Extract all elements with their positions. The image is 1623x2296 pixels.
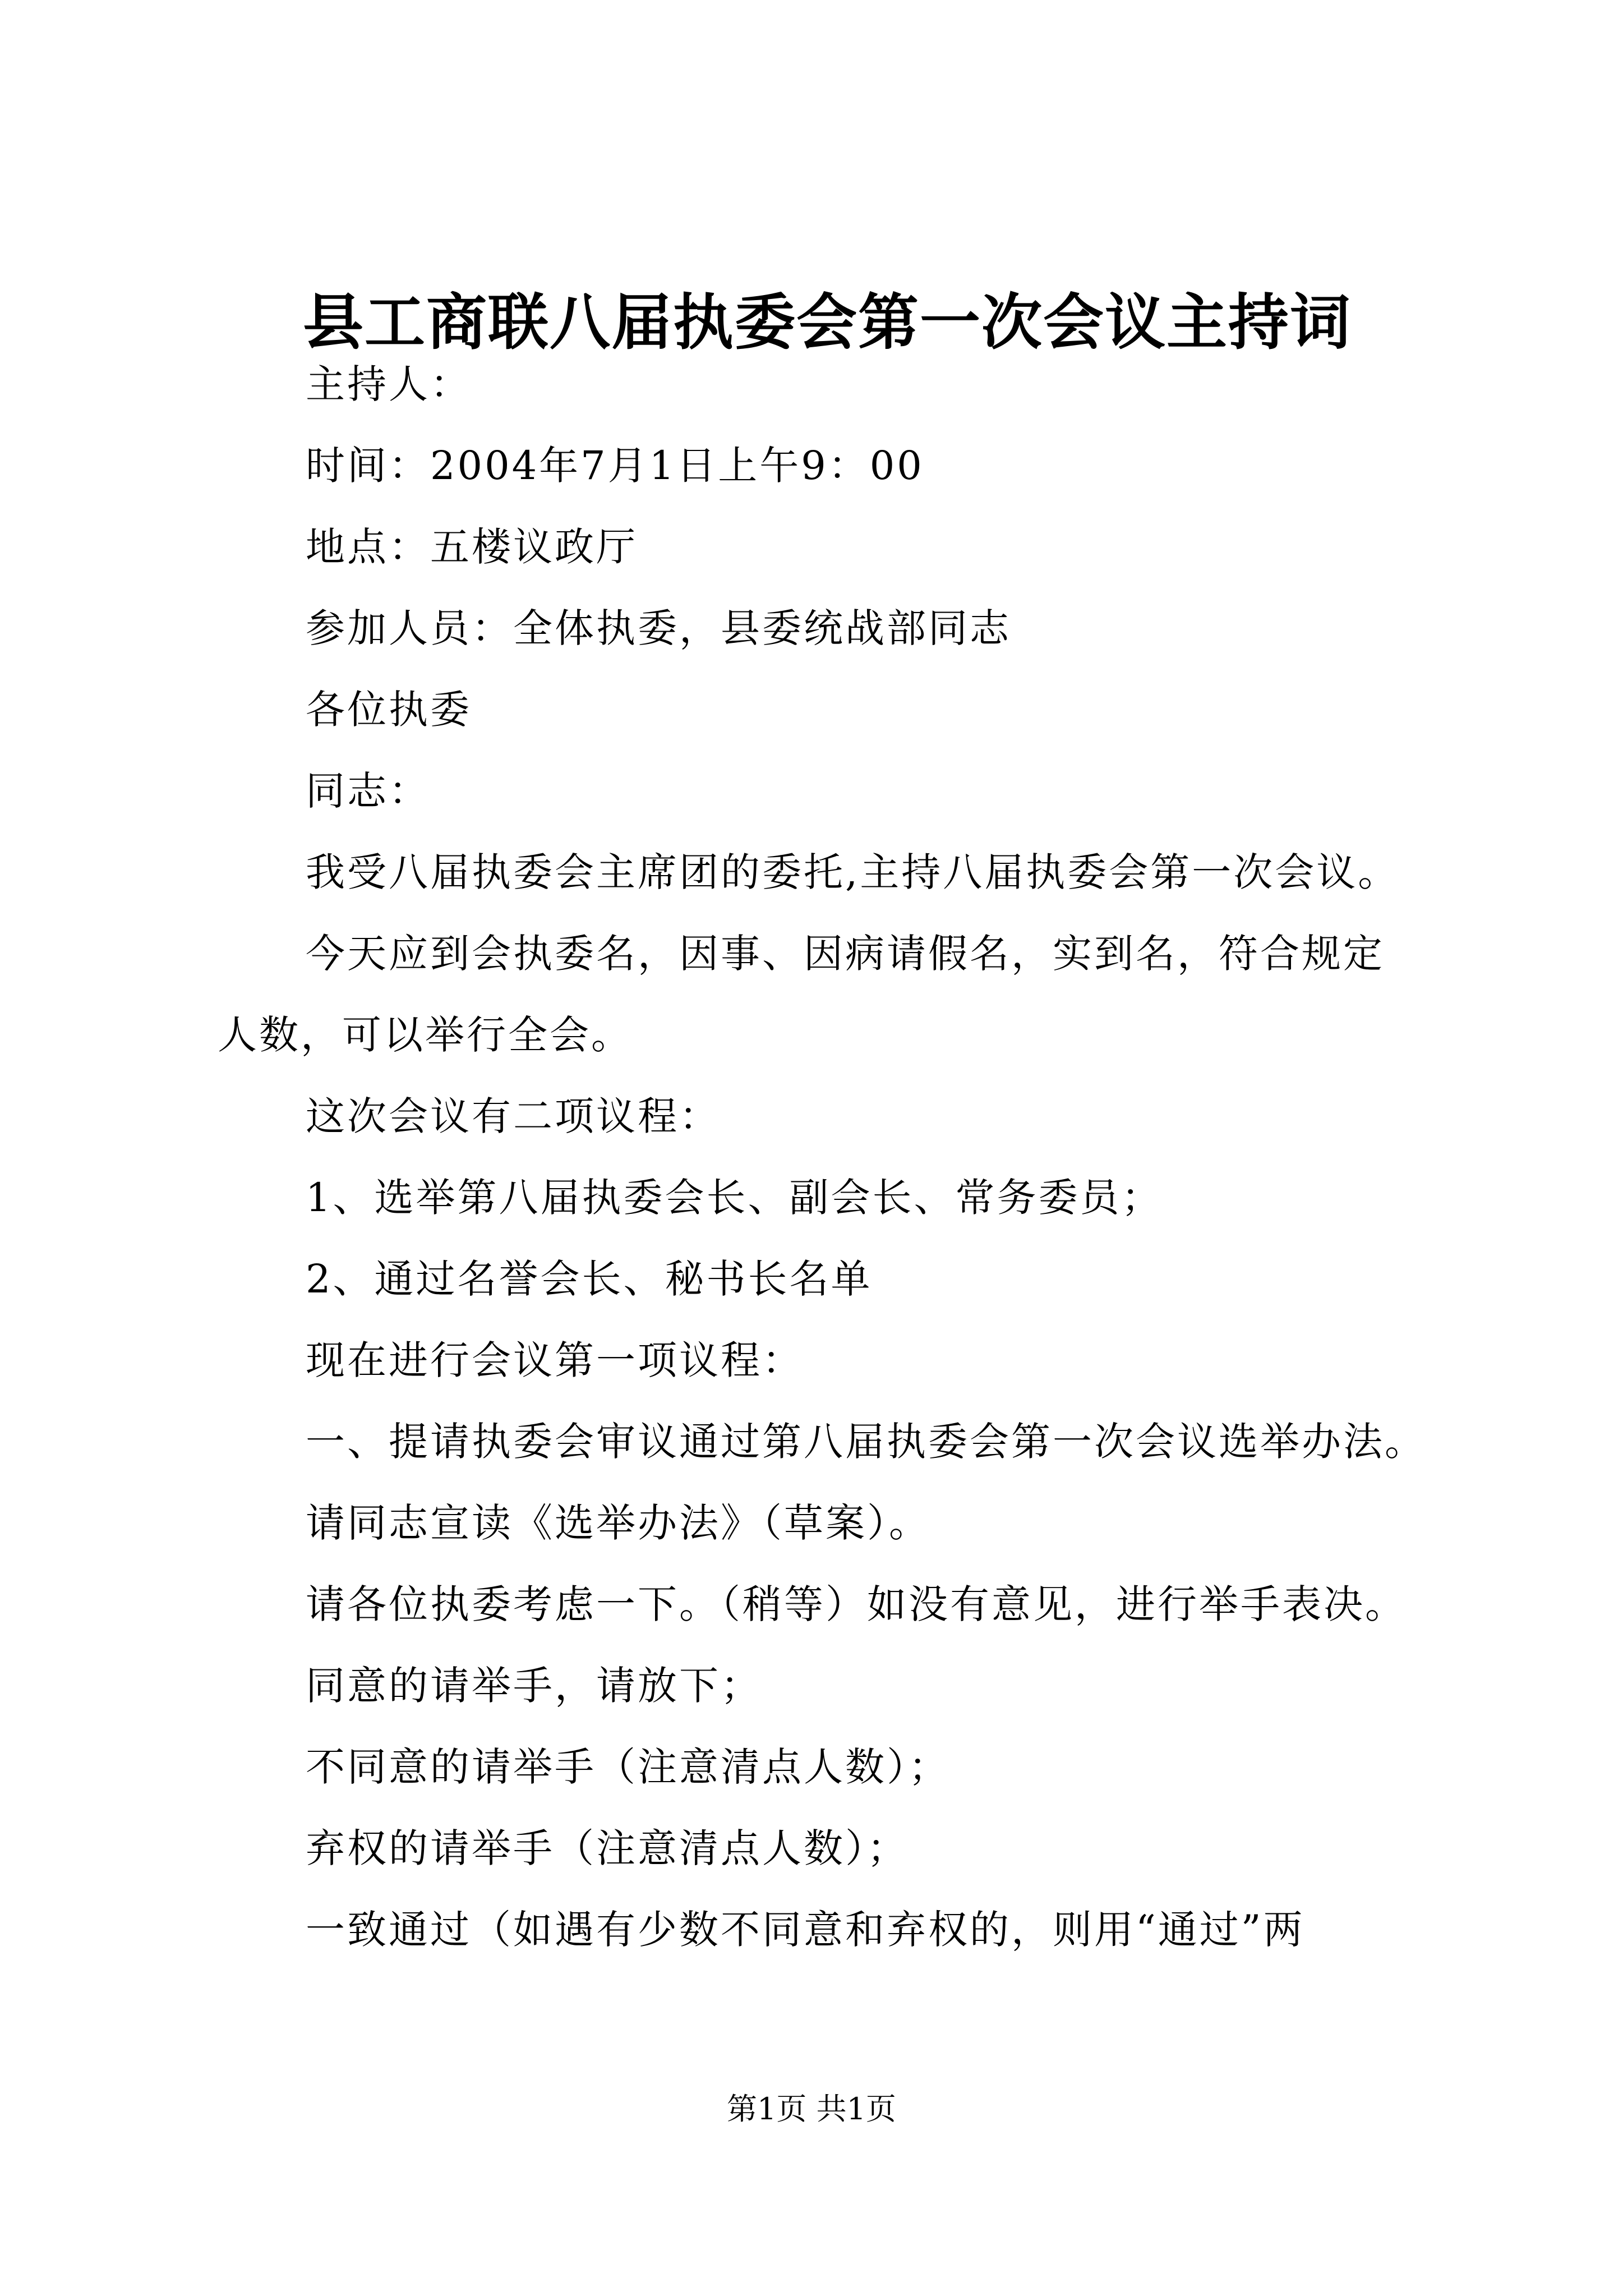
- page-footer: 第1页 共1页: [727, 2091, 896, 2127]
- paragraph-time: 时间：2004年7月1日上午9：00: [306, 443, 924, 489]
- paragraph-body: 一致通过（如遇有少数不同意和弃权的，则用“通过”两: [306, 1907, 1305, 1953]
- paragraph-body: 一、提请执委会审议通过第八届执委会第一次会议选举办法。: [306, 1419, 1426, 1465]
- paragraph-attendees: 参加人员：全体执委，县委统战部同志: [306, 605, 1011, 651]
- paragraph-body: 人数，可以举行全会。: [218, 1012, 633, 1058]
- paragraph-body: 现在进行会议第一项议程：: [306, 1337, 804, 1383]
- agenda-item: 2、通过名誉会长、秘书长名单: [306, 1256, 873, 1302]
- paragraph-host: 主持人：: [306, 361, 472, 407]
- paragraph-salutation: 各位执委: [306, 687, 472, 733]
- paragraph-agenda: 这次会议有二项议程：: [306, 1093, 721, 1139]
- paragraph-body: 我受八届执委会主席团的委托,主持八届执委会第一次会议。: [306, 849, 1400, 895]
- paragraph-body: 今天应到会执委名，因事、因病请假名，实到名，符合规定: [306, 931, 1385, 977]
- paragraph-body: 请各位执委考虑一下。（稍等）如没有意见，进行举手表决。: [306, 1581, 1407, 1627]
- paragraph-salutation-2: 同志：: [306, 768, 430, 814]
- document-title: 县工商联八届执委会第一次会议主持词: [303, 287, 1352, 358]
- paragraph-body: 弃权的请举手（注意清点人数）；: [306, 1825, 909, 1871]
- agenda-item: 1、选举第八届执委会长、副会长、常务委员；: [306, 1175, 1163, 1221]
- paragraph-body: 不同意的请举手（注意清点人数）；: [306, 1744, 950, 1790]
- paragraph-body: 同意的请举手，请放下；: [306, 1663, 762, 1709]
- paragraph-location: 地点：五楼议政厅: [306, 524, 638, 570]
- paragraph-body: 请同志宣读《选举办法》（草案）。: [306, 1500, 930, 1546]
